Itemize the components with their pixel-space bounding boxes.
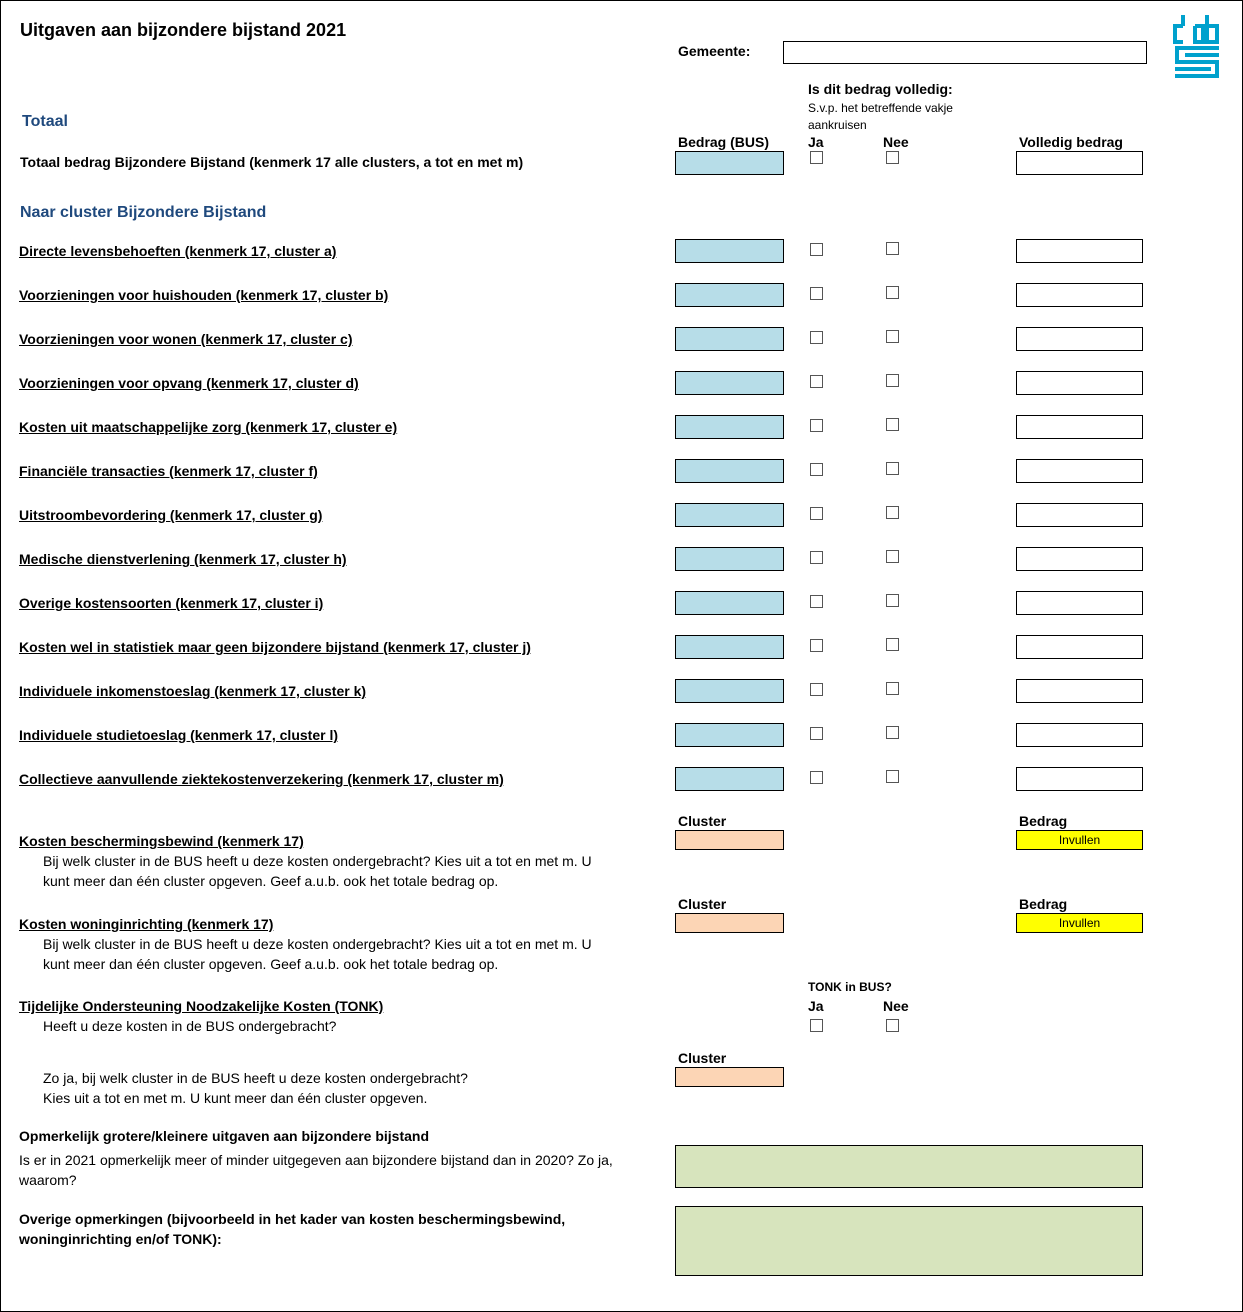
woning-col-bedrag: Bedrag — [1019, 896, 1068, 912]
cluster-ja-checkbox[interactable] — [810, 419, 823, 432]
cluster-ja-checkbox[interactable] — [810, 551, 823, 564]
cluster-volledig-input[interactable] — [1016, 679, 1143, 703]
cluster-row-label: Directe levensbehoeften (kenmerk 17, cluster a) — [19, 243, 337, 259]
cluster-volledig-input[interactable] — [1016, 327, 1143, 351]
bescherming-label: Kosten beschermingsbewind (kenmerk 17) — [19, 833, 304, 849]
cluster-bedrag-input[interactable] — [675, 371, 784, 395]
tonk-label: Tijdelijke Ondersteuning Noodzakelijke Kosten (TONK) — [19, 998, 384, 1014]
tonk-nee-checkbox[interactable] — [886, 1019, 899, 1032]
volledig-hint-1: S.v.p. het betreffende vakje — [808, 101, 953, 115]
overige-label-line-1: Overige opmerkingen (bijvoorbeeld in het kader van kosten beschermingsbewind, — [19, 1211, 566, 1227]
volledig-question: Is dit bedrag volledig: — [808, 81, 953, 97]
opmerkelijk-desc-line-2: waarom? — [19, 1172, 77, 1188]
cluster-nee-checkbox[interactable] — [886, 594, 899, 607]
woning-desc — [43, 934, 592, 974]
cluster-row-label: Kosten uit maatschappelijke zorg (kenmerk 17, cluster e) — [19, 419, 398, 435]
bescherming-desc-line-1: Bij welk cluster in de BUS heeft u deze kosten ondergebracht? Kies uit a tot en met m. U — [43, 853, 592, 869]
cluster-volledig-input[interactable] — [1016, 547, 1143, 571]
gemeente-input[interactable] — [783, 41, 1147, 64]
tonk-cluster-input[interactable] — [675, 1067, 784, 1087]
cluster-bedrag-input[interactable] — [675, 283, 784, 307]
col-header-ja: Ja — [808, 134, 824, 150]
cluster-volledig-input[interactable] — [1016, 503, 1143, 527]
col-header-volledig: Volledig bedrag — [1019, 134, 1123, 150]
cluster-bedrag-input[interactable] — [675, 723, 784, 747]
cluster-bedrag-input[interactable] — [675, 679, 784, 703]
tonk-desc2-line-2: Kies uit a tot en met m. U kunt meer dan één cluster opgeven. — [43, 1090, 428, 1106]
cluster-nee-checkbox[interactable] — [886, 682, 899, 695]
woning-desc-line-2: kunt meer dan één cluster opgeven. Geef a.u.b. ook het totale bedrag op. — [43, 956, 499, 972]
cluster-row-label: Overige kostensoorten (kenmerk 17, cluster i) — [19, 595, 324, 611]
cluster-row-label: Kosten wel in statistiek maar geen bijzondere bijstand (kenmerk 17, cluster j) — [19, 639, 531, 655]
cluster-nee-checkbox[interactable] — [886, 374, 899, 387]
opmerkelijk-textarea[interactable] — [675, 1145, 1143, 1188]
totaal-nee-checkbox[interactable] — [886, 151, 899, 164]
gemeente-label: Gemeente: — [678, 43, 751, 59]
cluster-nee-checkbox[interactable] — [886, 638, 899, 651]
cluster-nee-checkbox[interactable] — [886, 726, 899, 739]
cluster-ja-checkbox[interactable] — [810, 683, 823, 696]
cluster-volledig-input[interactable] — [1016, 239, 1143, 263]
cluster-nee-checkbox[interactable] — [886, 550, 899, 563]
woning-cluster-input[interactable] — [675, 913, 784, 933]
bescherming-bedrag-input[interactable]: Invullen — [1016, 830, 1143, 850]
cluster-volledig-input[interactable] — [1016, 767, 1143, 791]
cluster-row-label: Voorzieningen voor huishouden (kenmerk 17, cluster b) — [19, 287, 389, 303]
woning-col-cluster: Cluster — [678, 896, 727, 912]
col-header-bedrag: Bedrag (BUS) — [678, 134, 770, 150]
bescherming-desc — [43, 851, 592, 891]
overige-label — [19, 1209, 565, 1249]
woning-label: Kosten woninginrichting (kenmerk 17) — [19, 916, 274, 932]
section-cluster: Naar cluster Bijzondere Bijstand — [20, 204, 267, 221]
cluster-bedrag-input[interactable] — [675, 503, 784, 527]
cluster-bedrag-input[interactable] — [675, 327, 784, 351]
bescherming-cluster-input[interactable] — [675, 830, 784, 850]
cbs-logo-icon — [1173, 12, 1221, 82]
cluster-bedrag-input[interactable] — [675, 239, 784, 263]
tonk-desc2-line-1: Zo ja, bij welk cluster in de BUS heeft u deze kosten ondergebracht? — [43, 1070, 468, 1086]
cluster-row-label: Medische dienstverlening (kenmerk 17, cluster h) — [19, 551, 347, 567]
tonk-desc: Heeft u deze kosten in de BUS ondergebracht? — [43, 1018, 337, 1034]
cluster-ja-checkbox[interactable] — [810, 287, 823, 300]
cluster-ja-checkbox[interactable] — [810, 243, 823, 256]
cluster-bedrag-input[interactable] — [675, 635, 784, 659]
overige-label-line-2: woninginrichting en/of TONK): — [19, 1231, 222, 1247]
cluster-ja-checkbox[interactable] — [810, 507, 823, 520]
cluster-volledig-input[interactable] — [1016, 723, 1143, 747]
cluster-ja-checkbox[interactable] — [810, 727, 823, 740]
cluster-row-label: Financiële transacties (kenmerk 17, cluster f) — [19, 463, 318, 479]
cluster-nee-checkbox[interactable] — [886, 770, 899, 783]
bescherming-col-cluster: Cluster — [678, 813, 727, 829]
cluster-nee-checkbox[interactable] — [886, 462, 899, 475]
cluster-volledig-input[interactable] — [1016, 415, 1143, 439]
cluster-row-label: Voorzieningen voor wonen (kenmerk 17, cluster c) — [19, 331, 353, 347]
cluster-volledig-input[interactable] — [1016, 283, 1143, 307]
cluster-nee-checkbox[interactable] — [886, 506, 899, 519]
tonk-desc2 — [43, 1068, 468, 1108]
page-title: Uitgaven aan bijzondere bijstand 2021 — [20, 20, 347, 40]
bescherming-desc-line-2: kunt meer dan één cluster opgeven. Geef a.u.b. ook het totale bedrag op. — [43, 873, 499, 889]
cluster-row-label: Individuele studietoeslag (kenmerk 17, cluster l) — [19, 727, 338, 743]
totaal-label: Totaal bedrag Bijzondere Bijstand (kenmerk 17 alle clusters, a tot en met m) — [20, 154, 524, 170]
cluster-volledig-input[interactable] — [1016, 591, 1143, 615]
woning-bedrag-input[interactable]: Invullen — [1016, 913, 1143, 933]
cluster-row-label: Voorzieningen voor opvang (kenmerk 17, cluster d) — [19, 375, 359, 391]
volledig-hint-2: aankruisen — [808, 118, 867, 132]
cluster-nee-checkbox[interactable] — [886, 242, 899, 255]
cluster-volledig-input[interactable] — [1016, 459, 1143, 483]
tonk-col-nee: Nee — [883, 998, 909, 1014]
bescherming-col-bedrag: Bedrag — [1019, 813, 1068, 829]
cluster-bedrag-input[interactable] — [675, 547, 784, 571]
cluster-ja-checkbox[interactable] — [810, 595, 823, 608]
cluster-nee-checkbox[interactable] — [886, 330, 899, 343]
overige-textarea[interactable] — [675, 1206, 1143, 1276]
opmerkelijk-label: Opmerkelijk grotere/kleinere uitgaven aan bijzondere bijstand — [19, 1128, 430, 1144]
cluster-bedrag-input[interactable] — [675, 459, 784, 483]
woning-desc-line-1: Bij welk cluster in de BUS heeft u deze kosten ondergebracht? Kies uit a tot en met m. U — [43, 936, 592, 952]
cluster-nee-checkbox[interactable] — [886, 286, 899, 299]
cluster-ja-checkbox[interactable] — [810, 771, 823, 784]
tonk-col-cluster: Cluster — [678, 1050, 727, 1066]
tonk-question-header: TONK in BUS? — [808, 980, 892, 994]
cluster-row-label: Individuele inkomenstoeslag (kenmerk 17, cluster k) — [19, 683, 367, 699]
cluster-ja-checkbox[interactable] — [810, 639, 823, 652]
totaal-volledig-input[interactable] — [1016, 151, 1143, 175]
cluster-bedrag-input[interactable] — [675, 591, 784, 615]
section-totaal: Totaal — [22, 113, 68, 130]
opmerkelijk-desc — [19, 1150, 613, 1190]
tonk-col-ja: Ja — [808, 998, 824, 1014]
cluster-bedrag-input[interactable] — [675, 415, 784, 439]
tonk-ja-checkbox[interactable] — [810, 1019, 823, 1032]
cluster-volledig-input[interactable] — [1016, 371, 1143, 395]
cluster-ja-checkbox[interactable] — [810, 375, 823, 388]
cluster-row-label: Uitstroombevordering (kenmerk 17, cluster g) — [19, 507, 323, 523]
cluster-ja-checkbox[interactable] — [810, 331, 823, 344]
col-header-nee: Nee — [883, 134, 909, 150]
totaal-bedrag-input[interactable] — [675, 151, 784, 175]
cluster-row-label: Collectieve aanvullende ziektekostenverzekering (kenmerk 17, cluster m) — [19, 771, 504, 787]
cluster-bedrag-input[interactable] — [675, 767, 784, 791]
opmerkelijk-desc-line-1: Is er in 2021 opmerkelijk meer of minder uitgegeven aan bijzondere bijstand dan in 2020? Zo ja, — [19, 1152, 613, 1168]
totaal-ja-checkbox[interactable] — [810, 151, 823, 164]
cluster-volledig-input[interactable] — [1016, 635, 1143, 659]
cluster-nee-checkbox[interactable] — [886, 418, 899, 431]
cluster-ja-checkbox[interactable] — [810, 463, 823, 476]
